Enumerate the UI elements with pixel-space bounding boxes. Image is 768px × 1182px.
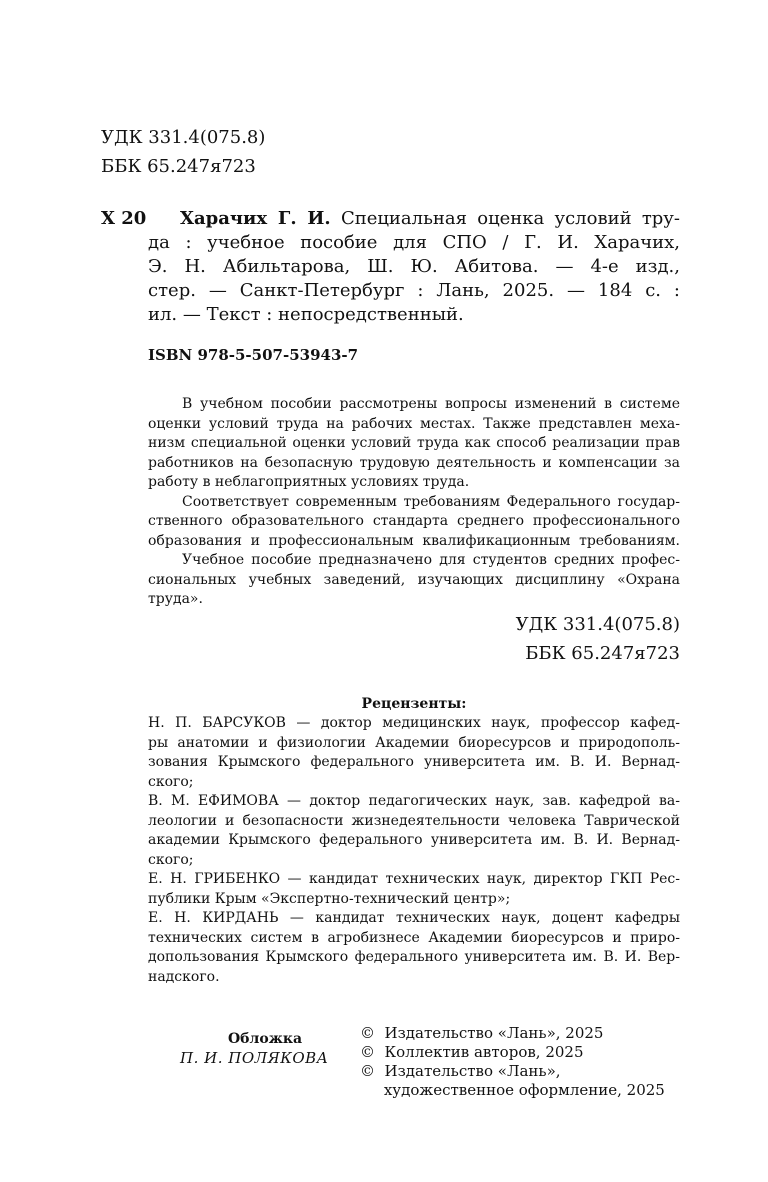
isbn: ISBN 978-5-507-53943-7 [148,346,359,364]
abstract-p2-line-2: образования и профессиональным квалификационным требованиям. [148,532,680,549]
catalog-code: Х 20 [101,208,147,229]
reviewer-kirdan [148,909,680,987]
copyright-line: художественное оформление, 2025 [360,1081,665,1099]
reviewer-gribenko [148,870,680,909]
reviewer-line: академии Крымского федерального университета им. В. И. Вернад- [148,832,680,848]
reviewer-barsukov [148,714,680,792]
abstract [148,395,680,610]
copyright-line: © Издательство «Лань», [360,1062,561,1080]
copyright-line: © Коллектив авторов, 2025 [360,1043,584,1061]
catalog-line-2: Э. Н. Абильтарова, Ш. Ю. Абитова. — 4-е изд., [148,256,680,277]
reviewer-line: ского; [148,773,194,790]
catalog-author: Харачих Г. И. [180,208,331,229]
reviewer-line: Е. Н. КИРДАНЬ — кандидат технических наук, доцент кафедры [148,910,680,926]
catalog-entry [180,207,680,231]
abstract-p1-line-0: В учебном пособии рассмотрены вопросы изменений в системе [182,396,680,412]
catalog-line-1: да : учебное пособие для СПО / Г. И. Харачих, [148,232,680,253]
reviewer-line: технических систем в агробизнесе Академии биоресурсов и приро- [148,929,680,946]
cover-label: Обложка [227,1031,303,1047]
abstract-p2-line-0: Соответствует современным требованиям Федерального государ- [182,493,680,510]
copyright-block [360,1024,680,1100]
header-bbk: ББК 65.247я723 [101,156,256,177]
reviewer-efimova [148,792,680,870]
reviewer-line: леологии и безопасности жизнедеятельности человека Таврической [148,812,680,829]
reviewer-line: Е. Н. ГРИБЕНКО — кандидат технических наук, директор ГКП Рес- [148,871,680,887]
reviewer-line: ры анатомии и физиологии Академии биоресурсов и природополь- [148,734,680,751]
reviewer-line: Н. П. БАРСУКОВ — доктор медицинских наук, профессор кафед- [148,715,680,731]
abstract-p1-line-4: работу в неблагоприятных условиях труда. [148,474,470,490]
catalog-line-3: стер. — Санкт-Петербург : Лань, 2025. — 184 с. : [148,280,680,301]
abstract-p3-line-1: сиональных учебных заведений, изучающих дисциплину «Охрана [148,571,680,588]
reviewer-line: зования Крымского федерального университета им. В. И. Вернад- [148,754,680,770]
reviewer-line: В. М. ЕФИМОВА — доктор педагогических наук, зав. кафедрой ва- [148,793,680,809]
copyright-line: © Издательство «Лань», 2025 [360,1024,604,1042]
abstract-p3-line-0: Учебное пособие предназначено для студентов средних профес- [182,552,680,568]
classification-bbk: ББК 65.247я723 [525,643,680,664]
reviewer-line: надского. [148,968,220,985]
classification-udk: УДК 331.4(075.8) [515,614,680,635]
reviewer-line: ского; [148,851,194,868]
catalog-line-4: ил. — Текст : непосредственный. [148,304,464,325]
reviewer-line: публики Крым «Экспертно-технический центр»; [148,890,511,907]
abstract-p1-line-3: работников на безопасную трудовую деятельность и компенсации за [148,454,680,471]
catalog-continuation [148,231,680,327]
cover-artist: П. И. ПОЛЯКОВА [180,1049,329,1067]
reviewers-list [148,714,680,987]
abstract-p2-line-1: ственного образовательного стандарта среднего профессионального [148,513,680,529]
abstract-p1-line-2: низм специальной оценки условий труда как способ реализации прав [148,435,680,451]
reviewer-line: допользования Крымского федерального университета им. В. И. Вер- [148,949,680,965]
header-udk: УДК 331.4(075.8) [101,127,266,148]
reviewers-title: Рецензенты: [361,696,467,712]
catalog-line-0: Специальная оценка условий тру- [340,208,680,229]
abstract-p1-line-1: оценки условий труда на рабочих местах. Также представлен меха- [148,415,680,432]
abstract-p3-line-2: труда». [148,591,203,607]
